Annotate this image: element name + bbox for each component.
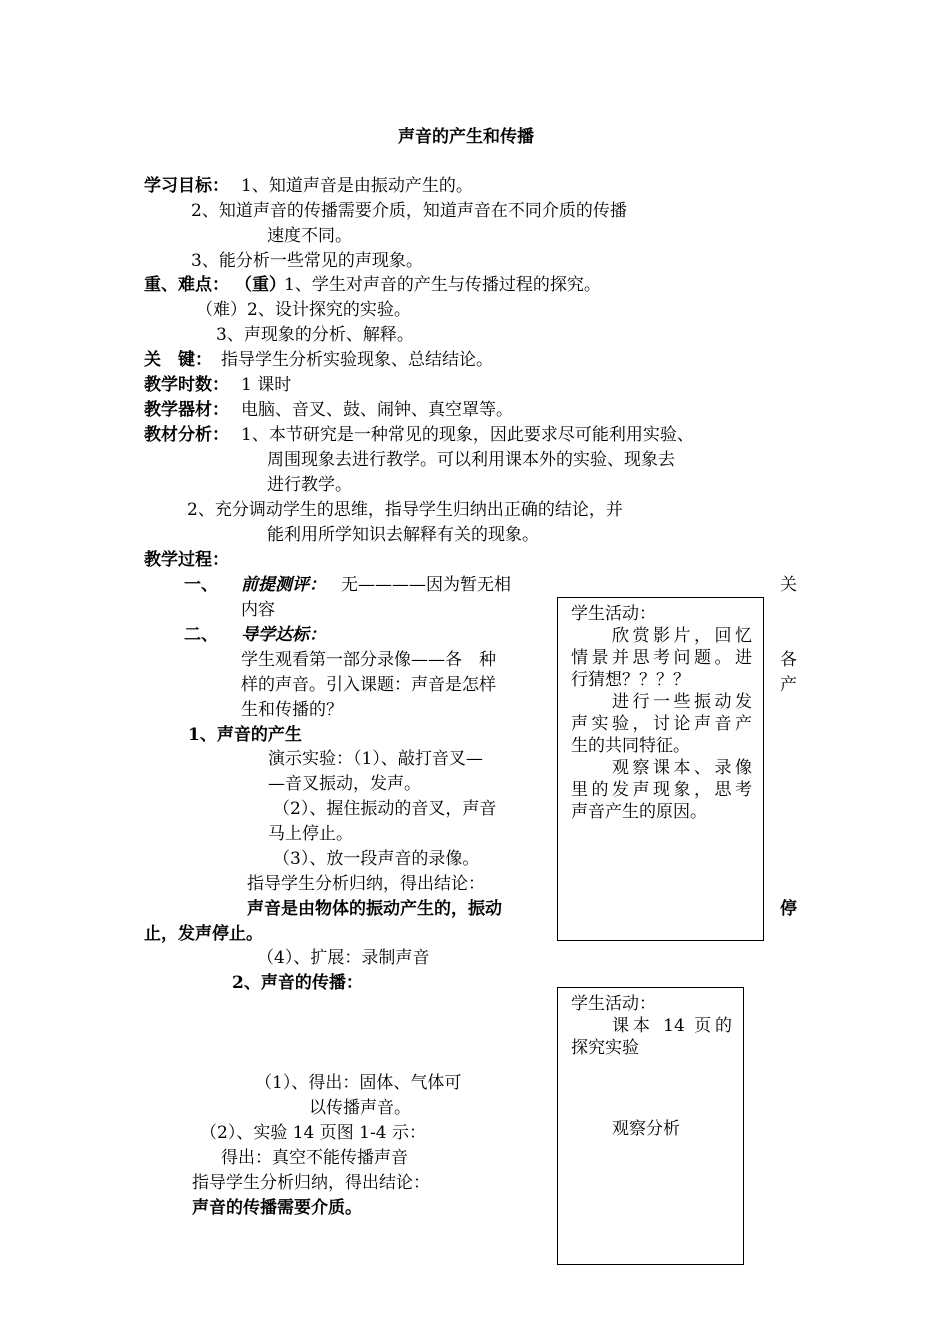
propagation-1a: （1）、得出：固体、气体可: [255, 1073, 462, 1093]
page-title: 声音的产生和传播: [398, 127, 534, 147]
section-2-title: 导学达标：: [241, 625, 326, 645]
propagation-2-result: 得出：真空不能传播声音: [221, 1148, 408, 1168]
propagation-1b: 以传播声音。: [309, 1098, 411, 1118]
section-1-title: 前提测评：: [241, 575, 326, 595]
keypoint-1: 1、学生对声音的产生与传播过程的探究。: [284, 275, 601, 295]
activity-1-label: 学生活动：: [571, 604, 656, 624]
section-2-para-1: 学生观看第一部分录像——各 种: [241, 650, 496, 670]
conclusion-1a-right: 停: [780, 899, 797, 919]
demo-2a: （2）、握住振动的音叉，声音: [273, 799, 497, 819]
analysis-2a: 2、充分调动学生的思维，指导学生归纳出正确的结论，并: [187, 500, 623, 520]
equipment-text: 电脑、音叉、鼓、闹钟、真空罩等。: [241, 400, 513, 420]
activity-1-line-5: 声实验，讨论声音产: [571, 714, 752, 734]
analysis-label: 教材分析：: [144, 425, 229, 445]
hours-label: 教学时数：: [144, 375, 229, 395]
process-label: 教学过程：: [144, 550, 229, 570]
objective-1: 1、知道声音是由振动产生的。: [241, 176, 473, 196]
guide-2: 指导学生分析归纳，得出结论：: [192, 1173, 430, 1193]
activity-1-line-7: 观察课本、录像: [612, 758, 752, 778]
activity-1-line-3: 行猜想？？？？: [571, 670, 690, 690]
propagation-2: （2）、实验 14 页图 1-4 示：: [200, 1123, 426, 1143]
demo-4: （4）、扩展：录制声音: [257, 948, 430, 968]
section-1-text: 无————因为暂无相: [341, 575, 511, 595]
activity-1-line-2: 情景并思考问题。进: [571, 648, 752, 668]
keypoint-3: 3、声现象的分析、解释。: [216, 325, 414, 345]
section-2-right-1: 各: [780, 650, 797, 670]
student-activity-box-1: [557, 597, 764, 941]
activity-1-line-9: 声音产生的原因。: [571, 802, 707, 822]
hours-text: 1 课时: [241, 375, 292, 395]
equipment-label: 教学器材：: [144, 400, 229, 420]
activity-2-label: 学生活动：: [571, 994, 656, 1014]
demo-1b: —音叉振动，发声。: [268, 774, 421, 794]
analysis-1c: 进行教学。: [267, 475, 352, 495]
demo-1a: 演示实验：（1）、敲打音叉—: [268, 749, 483, 769]
activity-1-line-4: 进行一些振动发: [612, 692, 752, 712]
objective-3: 3、能分析一些常见的声现象。: [191, 251, 423, 271]
keypoint-2: （难）2、设计探究的实验。: [196, 300, 411, 320]
keypoints-zhong: （重）: [235, 275, 286, 295]
subsection-2-title: 2、声音的传播：: [232, 973, 363, 993]
conclusion-2: 声音的传播需要介质。: [192, 1198, 362, 1218]
key-label: 关 键：: [144, 350, 212, 370]
section-2-para-3: 生和传播的？: [241, 700, 343, 720]
section-2-para-2: 样的声音。引入课题：声音是怎样: [241, 675, 496, 695]
section-1-text-cont: 内容: [241, 600, 275, 620]
objective-2: 2、知道声音的传播需要介质，知道声音在不同介质的传播: [191, 201, 627, 221]
conclusion-1a: 声音是由物体的振动产生的，振动: [247, 899, 502, 919]
activity-2-line-3: 观察分析: [612, 1119, 680, 1139]
section-2-number: 二、: [184, 625, 218, 645]
student-activity-box-2: [557, 987, 744, 1265]
activity-2-line-2: 探究实验: [571, 1038, 639, 1058]
demo-2b: 马上停止。: [268, 824, 353, 844]
activity-2-line-1: 课本 14 页的: [612, 1016, 732, 1036]
guide-1: 指导学生分析归纳，得出结论：: [247, 874, 485, 894]
analysis-1b: 周围现象去进行教学。可以利用课本外的实验、现象去: [267, 450, 675, 470]
section-1-number: 一、: [184, 575, 218, 595]
keypoints-label: 重、难点：: [144, 275, 229, 295]
objectives-label: 学习目标：: [144, 176, 229, 196]
objective-2-cont: 速度不同。: [267, 226, 352, 246]
activity-1-line-8: 里的发声现象，思考: [571, 780, 752, 800]
activity-1-line-1: 欣赏影片，回忆: [612, 626, 752, 646]
conclusion-1b: 止，发声停止。: [144, 924, 263, 944]
key-text: 指导学生分析实验现象、总结结论。: [221, 350, 493, 370]
subsection-1-title: 1、声音的产生: [188, 725, 302, 745]
demo-3: （3）、放一段声音的录像。: [273, 849, 480, 869]
analysis-2b: 能利用所学知识去解释有关的现象。: [267, 525, 539, 545]
section-1-right: 关: [780, 575, 797, 595]
analysis-1a: 1、本节研究是一种常见的现象，因此要求尽可能利用实验、: [241, 425, 694, 445]
activity-1-line-6: 生的共同特征。: [571, 736, 690, 756]
section-2-right-2: 产: [780, 675, 797, 695]
